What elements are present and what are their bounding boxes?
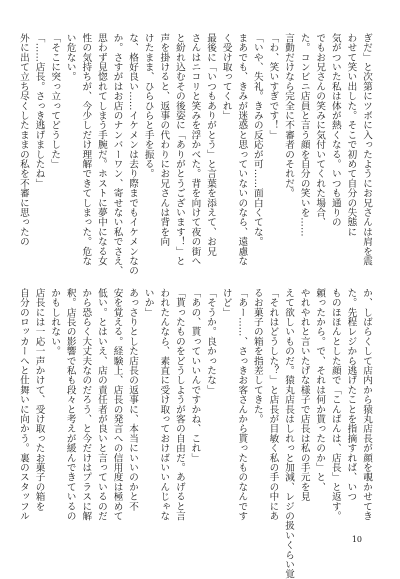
text-line: かもしれない。 [49, 288, 61, 356]
text-line: 「貰ったものをどうしようが客の自由だ。あげると言 [173, 288, 185, 521]
text-line: か。さすがはお店のナンバーワン、寄せない私でさえ、 [111, 33, 123, 276]
text-line: でもお兄さんの笑みに気付いてくれた場合、 [314, 33, 326, 227]
text-line: な、格好良い……イケメンは去り際までもイケメンなの [127, 33, 139, 276]
text-line: わせて笑い出した。そこで初めて自分の失態に [345, 33, 357, 237]
text-line: 「あの、貰っていいんですかね、これ」 [189, 288, 201, 463]
text-block-upper [17, 33, 374, 276]
text-line: から恐らく大丈夫なのだろう、と今だけはプラスに解 [80, 288, 92, 521]
text-line: まあでも、きみが迷惑と思っていないのなら、遠慮な [236, 33, 248, 266]
text-line: い危ない。 [64, 33, 76, 82]
text-line: 最後に「いつもありがとう」と言葉を添えて、お兄 [205, 33, 217, 257]
text-line: われたんなら、素直に受け取っておけばいいんじゃな [158, 288, 170, 521]
text-line: 自分のロッカーへと仕舞いに向かう。裏のスタッフル [17, 288, 29, 521]
text-line: 「いや、失礼。きみの反応が可……面白くてな。 [251, 33, 263, 247]
text-line: やれやれと言いたげな様子で店長は私の手元を見 [298, 288, 310, 502]
text-line: 安を覚える。経験上、店長の発言への信用度は極めて [111, 288, 123, 521]
text-line: 釈。店長の影響で私も段々と考えが緩んできているの [64, 288, 76, 521]
text-line: ぎだ」と次第にツボに入ったようにお兄さんは肩を震 [361, 33, 372, 266]
text-line: く受け取ってくれ」 [220, 33, 232, 121]
text-line: ものほほんとした顔で「こんばんは、店長」と返す。 [329, 288, 341, 521]
text-line: けど」 [220, 288, 232, 318]
text-line: 気がついた私は体が熱くなる。いつも通りの [329, 33, 341, 227]
text-line: 「そうか。良かったな」 [205, 288, 217, 395]
text-line: いか」 [142, 288, 154, 318]
text-line: た。コンビニ店員と言う顔を自分の笑いを…… [298, 33, 310, 237]
text-line: と紛れ込むその後姿に「ありがとうございます！」と [173, 33, 185, 266]
text-line: 外に出て立ち尽くしたままの私を不審に思ったの [17, 33, 29, 247]
text-line: 低い。とはいえ、店の責任者が良いと言っているのだ [95, 288, 107, 521]
text-line: あっさりとした店長の返事に、本当にいいのかと不 [127, 288, 139, 512]
text-line: 頼ったから。で、それは何か貰ったのか」と、 [314, 288, 326, 492]
page-number: 10 [351, 535, 362, 544]
text-line: 店長には一応一声かけて、受け取ったお菓子の箱を [33, 288, 45, 512]
text-line: 思わず見惚れてしまう手腕だ。ホストに夢中になる女 [95, 33, 107, 266]
text-line: 「そこに突っ立ってどうした」 [49, 33, 61, 169]
text-line: るお菓子の箱を指差してきた。 [251, 288, 263, 424]
text-line: 「わ、笑いすぎです！」 [267, 33, 279, 140]
text-line: 「それはどうした？」と店長が目敏く私の手の中にあ [267, 288, 279, 521]
text-line: 「……店長。さっき逃げましたね」 [33, 33, 45, 189]
text-line: けたまま、ひらひらと手を振る。 [142, 33, 154, 179]
text-line: 声を掛けると、返事の代わりにお兄さんは背を向 [158, 33, 170, 247]
text-line: 言動だけなら完全に不審者のそれだ。 [283, 33, 295, 198]
text-line: えて欲しいものだ。猿丸店長はしれっと加減、レジの扱いくらい覚 [283, 288, 295, 579]
text-line: か、しばらくして店内から猿丸店長が顔を覗かせてき [361, 288, 372, 521]
text-line: た。先程レジから逃げたことを指摘すれば、いつ [345, 288, 357, 502]
text-line: 「あー……、さっきお客さんから貰ったものなんです [236, 288, 248, 521]
text-line: 性の気持ちが、今少しだけ理解できてしまった。危な [80, 33, 92, 266]
text-line: さんはニコリと笑みを浮かべた。背を向けて夜の街へ [189, 33, 201, 266]
